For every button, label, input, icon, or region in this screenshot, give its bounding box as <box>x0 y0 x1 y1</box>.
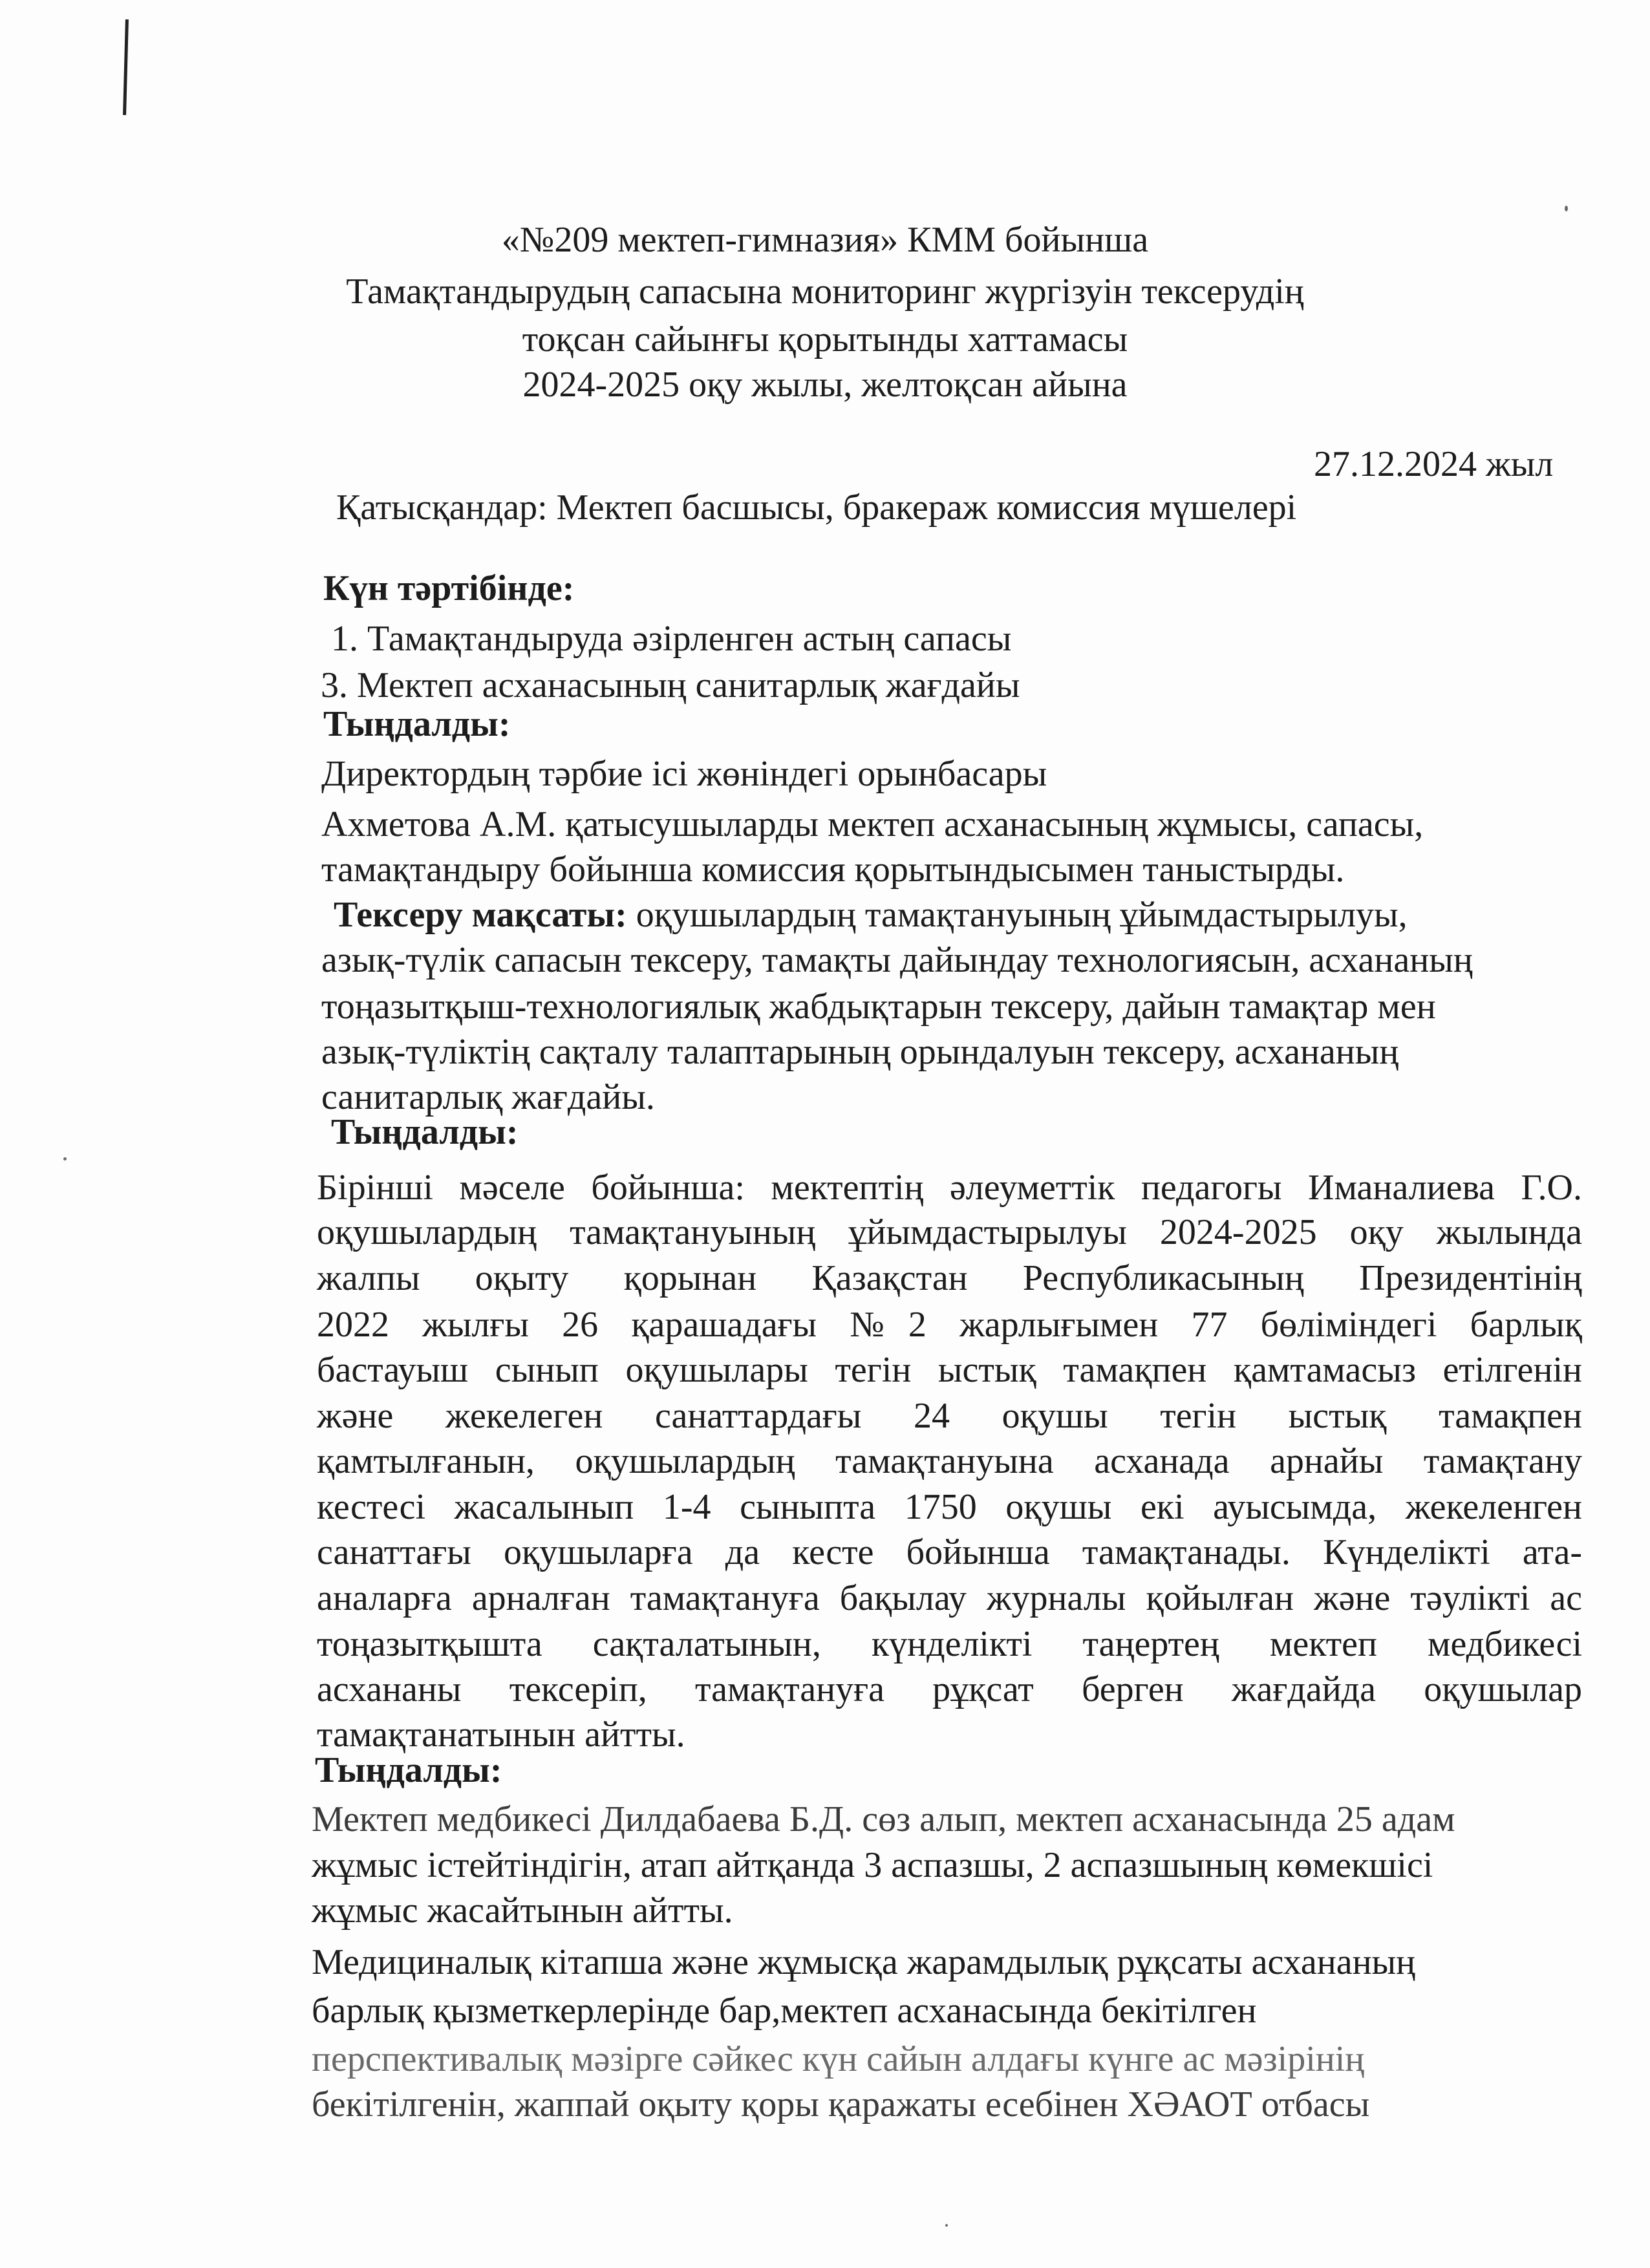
listened2-line: тамақтанатынын айтты. <box>317 1715 685 1755</box>
listened-heading-3: Тыңдалды: <box>315 1750 502 1790</box>
title-line-4: 2024-2025 оқу жылы, желтоқсан айына <box>522 365 1128 405</box>
scan-speck <box>1565 206 1568 211</box>
title-line-1: «№209 мектеп-гимназия» КММ бойынша <box>501 220 1149 260</box>
margin-pen-mark <box>123 19 129 115</box>
listened-heading-2: Тыңдалды: <box>331 1112 519 1152</box>
listened2-line: кестесі жасалынып 1-4 сыныпта 1750 оқушы екі ауысымда, жекеленген <box>317 1487 1582 1527</box>
listened2-line: санаттағы оқушыларға да кесте бойынша тамақтанады. Күнделікті ата- <box>317 1532 1582 1572</box>
agenda-item-1: 1. Тамақтандыруда әзірленген астың сапасы <box>331 619 1012 659</box>
scan-speck <box>63 1157 67 1161</box>
title-line-3: тоқсан сайынғы қорытынды хаттамасы <box>522 319 1128 359</box>
listened2-line: 2022 жылғы 26 қарашадағы №2 жарлығымен 77 бөліміндегі барлық <box>317 1305 1582 1345</box>
listened3-line: Мектеп медбикесі Дилдабаева Б.Д. сөз алып, мектеп асханасында 25 адам <box>312 1799 1455 1839</box>
agenda-item-3: 3. Мектеп асханасының санитарлық жағдайы <box>321 665 1020 705</box>
participants: Қатысқандар: Мектеп басшысы, бракераж комиссия мүшелері <box>336 487 1297 528</box>
purpose-line: санитарлық жағдайы. <box>321 1077 655 1117</box>
listened1-line: тамақтандыру бойынша комиссия қорытындысымен таныстырды. <box>321 850 1345 890</box>
listened2-line: оқушылардың тамақтануының ұйымдастырылуы 2024-2025 оқу жылында <box>317 1212 1582 1252</box>
listened2-line: қамтылғанын, оқушылардың тамақтануына асханада арнайы тамақтану <box>317 1441 1582 1481</box>
scan-speck <box>945 2224 948 2227</box>
purpose-first-line <box>334 893 1408 936</box>
listened2-line: асхананы тексеріп, тамақтануға рұқсат берген жағдайда оқушылар <box>317 1669 1582 1709</box>
listened3-line: барлық қызметкерлерінде бар,мектеп асханасында бекітілген <box>312 1991 1257 2031</box>
title-line-2: Тамақтандырудың сапасына мониторинг жүргізуін тексерудің <box>346 272 1304 312</box>
listened2-line: тоңазытқышта сақталатынын, күнделікті таңертең мектеп медбикесі <box>317 1624 1582 1664</box>
listened1-line: Ахметова А.М. қатысушыларды мектеп асханасының жұмысы, сапасы, <box>321 804 1424 844</box>
listened2-line: және жекелеген санаттардағы 24 оқушы тегін ыстық тамақпен <box>317 1396 1582 1436</box>
purpose-label: Тексеру мақсаты: <box>334 895 627 935</box>
purpose-line: азық-түліктің сақталу талаптарының орындалуын тексеру, асхананың <box>321 1032 1399 1072</box>
purpose-line: тоңазытқыш-технологиялық жабдықтарын тексеру, дайын тамақтар мен <box>321 987 1436 1027</box>
document-date: 27.12.2024 жыл <box>1314 444 1554 484</box>
listened1-line: Директордың тәрбие ісі жөніндегі орынбасары <box>321 754 1047 794</box>
listened2-line: жалпы оқыту қорынан Қазақстан Республикасының Президентінің <box>317 1258 1582 1298</box>
listened2-line: Бірінші мәселе бойынша: мектептің әлеуметтік педагогы Иманалиева Г.О. <box>317 1168 1582 1208</box>
listened2-line: аналарға арналған тамақтануға бақылау журналы қойылған және тәулікті ас <box>317 1578 1582 1618</box>
listened3-line: жұмыс жасайтынын айтты. <box>312 1890 733 1931</box>
purpose-first-line-text: оқушылардың тамақтануының ұйымдастырылуы, <box>627 895 1408 935</box>
listened2-line: бастауыш сынып оқушылары тегін ыстық тамақпен қамтамасыз етілгенін <box>317 1350 1582 1390</box>
agenda-heading: Күн тәртібінде: <box>323 568 575 608</box>
listened3-line: перспективалық мәзірге сәйкес күн сайын алдағы күнге ас мәзірінің <box>312 2039 1365 2079</box>
listened3-line: Медициналық кітапша және жұмысқа жарамдылық рұқсаты асхананың <box>312 1942 1416 1982</box>
purpose-line: азық-түлік сапасын тексеру, тамақты дайындау технологиясын, асхананың <box>321 940 1473 980</box>
listened3-line: бекітілгенін, жаппай оқыту қоры қаражаты есебінен ХӘАОТ отбасы <box>312 2084 1370 2124</box>
listened-heading-1: Тыңдалды: <box>323 704 511 744</box>
listened3-line: жұмыс істейтіндігін, атап айтқанда 3 аспазшы, 2 аспазшының көмекшісі <box>312 1845 1433 1885</box>
